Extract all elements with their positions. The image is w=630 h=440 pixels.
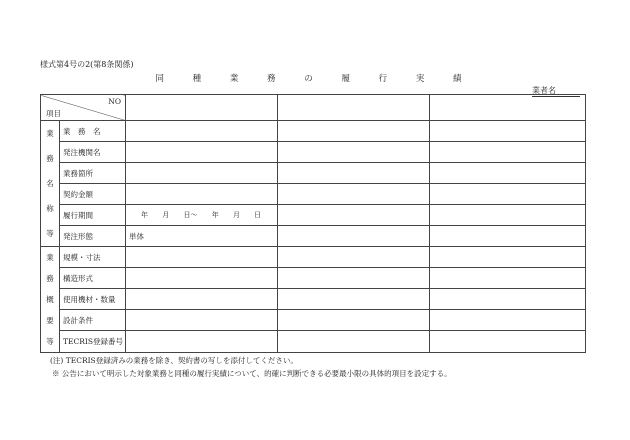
entry-cell[interactable] <box>126 184 278 205</box>
entry-cell[interactable] <box>278 163 430 184</box>
row-tecris <box>41 331 586 353</box>
entry-cell[interactable] <box>126 289 278 310</box>
row-gyomu-kasho <box>41 163 586 184</box>
row-shiyou-kizai <box>41 289 586 310</box>
entry-cell[interactable] <box>126 310 278 331</box>
row-gyomu-mei <box>41 121 586 142</box>
entry-cell[interactable] <box>126 163 278 184</box>
entry-cell[interactable] <box>126 331 278 353</box>
entry-cell[interactable] <box>126 268 278 289</box>
entry-cell[interactable] <box>430 184 586 205</box>
entry-cell[interactable] <box>126 95 278 121</box>
entry-cell[interactable] <box>278 226 430 247</box>
entry-cell[interactable] <box>278 184 430 205</box>
entry-cell[interactable] <box>278 268 430 289</box>
row-label: 設計条件 <box>60 310 126 331</box>
entry-cell[interactable] <box>126 247 278 268</box>
note-criteria: ※ 公告において明示した対象業務と同種の履行実績について、的確に判断できる必要最小限の具体的項目を設定する。 <box>52 368 452 378</box>
entry-cell[interactable] <box>430 268 586 289</box>
row-label: 契約金額 <box>60 184 126 205</box>
row-label: 業 務 名 <box>60 121 126 142</box>
row-kibo-sunpo <box>41 247 586 268</box>
entry-cell[interactable] <box>278 310 430 331</box>
row-label: 業務箇所 <box>60 163 126 184</box>
entry-cell[interactable] <box>430 95 586 121</box>
entry-cell[interactable] <box>430 289 586 310</box>
performance-table <box>40 94 586 353</box>
entry-cell[interactable] <box>430 310 586 331</box>
entry-cell[interactable] <box>430 247 586 268</box>
order-type-value[interactable]: 単体 <box>126 226 278 247</box>
form-number: 様式第4号の2(第8条関係) <box>40 60 134 69</box>
note-attachment: (注) TECRIS登録済みの業務を除き、契約書の写しを添付してください。 <box>50 356 298 365</box>
header-no: NO <box>108 97 121 106</box>
entry-cell[interactable] <box>278 121 430 142</box>
entry-cell[interactable] <box>430 121 586 142</box>
form-title: 同 種 業 務 の 履 行 実 績 <box>155 74 475 84</box>
row-rikou-kikan <box>41 205 586 226</box>
term-cell[interactable]: 年 月 日〜 年 月 日 <box>126 205 278 226</box>
row-sekkei-jouken <box>41 310 586 331</box>
entry-cell[interactable] <box>126 142 278 163</box>
header-item: 項目 <box>46 109 61 118</box>
header-corner-cell <box>41 95 126 121</box>
row-label: 発注機関名 <box>60 142 126 163</box>
entry-cell[interactable] <box>278 289 430 310</box>
row-label: 履行期間 <box>60 205 126 226</box>
entry-cell[interactable] <box>430 331 586 353</box>
row-label: 使用機材・数量 <box>60 289 126 310</box>
entry-cell[interactable] <box>430 142 586 163</box>
entry-cell[interactable] <box>278 205 430 226</box>
row-label: 規模・寸法 <box>60 247 126 268</box>
row-keiyaku-kingaku <box>41 184 586 205</box>
entry-cell[interactable] <box>430 205 586 226</box>
row-label: 発注形態 <box>60 226 126 247</box>
group-business-outline: 業 務 概 要 等 <box>41 247 60 353</box>
group-business-name: 業 務 名 称 等 <box>41 121 60 247</box>
row-hatchu-kikan <box>41 142 586 163</box>
entry-cell[interactable] <box>278 95 430 121</box>
row-label: TECRIS登録番号 <box>60 331 126 353</box>
entry-cell[interactable] <box>278 331 430 353</box>
notes <box>40 355 452 380</box>
header-row <box>41 95 586 121</box>
row-kouzou-keishiki <box>41 268 586 289</box>
entry-cell[interactable] <box>430 163 586 184</box>
entry-cell[interactable] <box>126 121 278 142</box>
entry-cell[interactable] <box>278 247 430 268</box>
entry-cell[interactable] <box>278 142 430 163</box>
row-label: 構造形式 <box>60 268 126 289</box>
entry-cell[interactable] <box>430 226 586 247</box>
company-name-label: 業者名 <box>532 85 580 97</box>
row-hatchu-keitai <box>41 226 586 247</box>
